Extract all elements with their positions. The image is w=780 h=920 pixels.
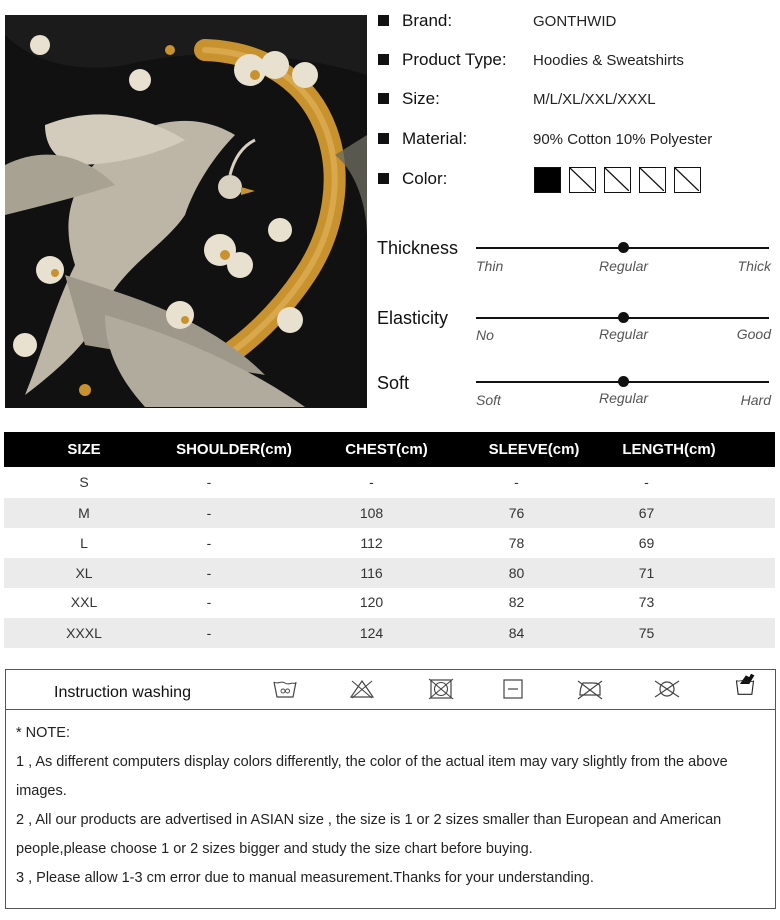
column-header: SLEEVE(cm) (488, 441, 580, 458)
spec-size (378, 87, 778, 111)
slash-icon (605, 168, 629, 191)
scale-high-label: Good (736, 326, 771, 342)
table-row (4, 618, 775, 648)
color-swatch-unavailable (674, 167, 701, 193)
spec-brand (378, 9, 778, 33)
scale-low-label: Soft (476, 392, 501, 408)
table-cell: - (369, 474, 374, 490)
table-row (4, 587, 775, 617)
scale-high-label: Thick (737, 258, 771, 274)
scale-indicator (618, 242, 629, 253)
washing-header (6, 670, 775, 710)
bullet-icon (378, 54, 389, 65)
table-cell: - (206, 625, 212, 641)
table-cell: 120 (359, 594, 384, 610)
table-cell: 82 (508, 594, 525, 610)
table-cell: 76 (508, 505, 525, 521)
table-cell: - (206, 505, 212, 521)
hand-wash-icon (732, 672, 758, 696)
color-swatch-black[interactable] (534, 167, 561, 193)
scale-elasticity (377, 307, 777, 367)
table-cell: 73 (638, 594, 655, 610)
color-swatch-unavailable (604, 167, 631, 193)
spec-value: M/L/XL/XXL/XXXL (533, 91, 656, 108)
column-header: SHOULDER(cm) (176, 441, 292, 458)
table-cell: 112 (360, 535, 383, 551)
table-cell: 67 (638, 505, 655, 521)
scale-indicator (618, 376, 629, 387)
table-cell: 75 (638, 625, 655, 641)
washing-title: Instruction washing (54, 684, 191, 701)
do-not-dry-clean-icon (654, 677, 680, 701)
table-cell: 124 (359, 625, 384, 641)
table-row (4, 467, 775, 497)
slash-icon (675, 168, 699, 191)
hand-wash-30-icon (272, 677, 298, 701)
spec-material (378, 127, 778, 151)
do-not-tumble-dry-icon (428, 677, 454, 701)
note-line: images. (16, 783, 67, 799)
scale-mid-label: Regular (599, 258, 649, 274)
table-cell: - (206, 474, 212, 490)
spec-label: Size: (402, 89, 440, 108)
table-cell: 69 (638, 535, 655, 551)
product-photo (5, 15, 367, 408)
scale-low-label: No (476, 327, 494, 343)
table-cell: S (79, 474, 89, 490)
scale-indicator (618, 312, 629, 323)
column-header: LENGTH(cm) (622, 441, 716, 458)
spec-value: Hoodies & Sweatshirts (533, 52, 684, 69)
spec-label: Material: (402, 129, 468, 148)
table-cell: XXL (70, 594, 98, 610)
size-table-header (4, 432, 775, 467)
table-row (4, 558, 775, 588)
table-row (4, 528, 775, 558)
do-not-bleach-icon (349, 677, 375, 701)
table-cell: - (206, 535, 212, 551)
iron-low-icon (577, 677, 603, 701)
spec-label: Product Type: (402, 50, 507, 69)
spec-value: 90% Cotton 10% Polyester (533, 131, 713, 148)
line-dry-icon (500, 677, 526, 701)
column-header: CHEST(cm) (345, 441, 428, 458)
scale-thickness (377, 237, 777, 297)
washing-instructions-box (5, 669, 776, 909)
scale-name: Soft (377, 373, 410, 393)
slash-icon (640, 168, 664, 191)
table-cell: 116 (360, 565, 383, 581)
table-cell: 84 (508, 625, 525, 641)
note-line: people,please choose 1 or 2 sizes bigger and study the size chart before buying. (16, 841, 533, 857)
table-cell: 108 (359, 505, 384, 521)
table-cell: M (78, 505, 90, 521)
scale-name: Elasticity (377, 308, 449, 328)
scale-low-label: Thin (476, 258, 504, 274)
spec-product-type (378, 48, 778, 72)
scale-mid-label: Regular (599, 390, 649, 406)
color-swatch-unavailable (569, 167, 596, 193)
scale-high-label: Hard (740, 392, 771, 408)
table-cell: - (206, 565, 212, 581)
bullet-icon (378, 133, 389, 144)
spec-color (378, 167, 778, 191)
spec-label: Brand: (402, 11, 453, 30)
table-cell: - (514, 474, 519, 490)
note-line: 3 , Please allow 1-3 cm error due to manual measurement.Thanks for your understanding. (16, 870, 594, 886)
note-line: 1 , As different computers display colors differently, the color of the actual item may vary slightly from the above (16, 754, 728, 770)
note-heading: * NOTE: (16, 725, 70, 741)
scale-name: Thickness (377, 238, 459, 258)
table-row (4, 498, 775, 528)
table-cell: 78 (508, 535, 525, 551)
phoenix-embroidery-image (5, 15, 367, 408)
bullet-icon (378, 15, 389, 26)
slash-icon (570, 168, 594, 191)
table-cell: XL (75, 565, 93, 581)
bullet-icon (378, 173, 389, 184)
table-cell: L (80, 535, 88, 551)
table-cell: 71 (638, 565, 655, 581)
color-swatch-unavailable (639, 167, 666, 193)
table-cell: - (206, 594, 212, 610)
scale-mid-label: Regular (599, 326, 649, 342)
column-header: SIZE (67, 441, 101, 458)
spec-value: GONTHWID (533, 13, 617, 30)
table-cell: 80 (508, 565, 525, 581)
note-line: 2 , All our products are advertised in ASIAN size , the size is 1 or 2 sizes smaller than European and American (16, 812, 722, 828)
table-cell: - (644, 474, 649, 490)
table-cell: XXXL (66, 625, 102, 641)
bullet-icon (378, 93, 389, 104)
spec-label: Color: (402, 169, 448, 188)
scale-soft (377, 372, 777, 432)
